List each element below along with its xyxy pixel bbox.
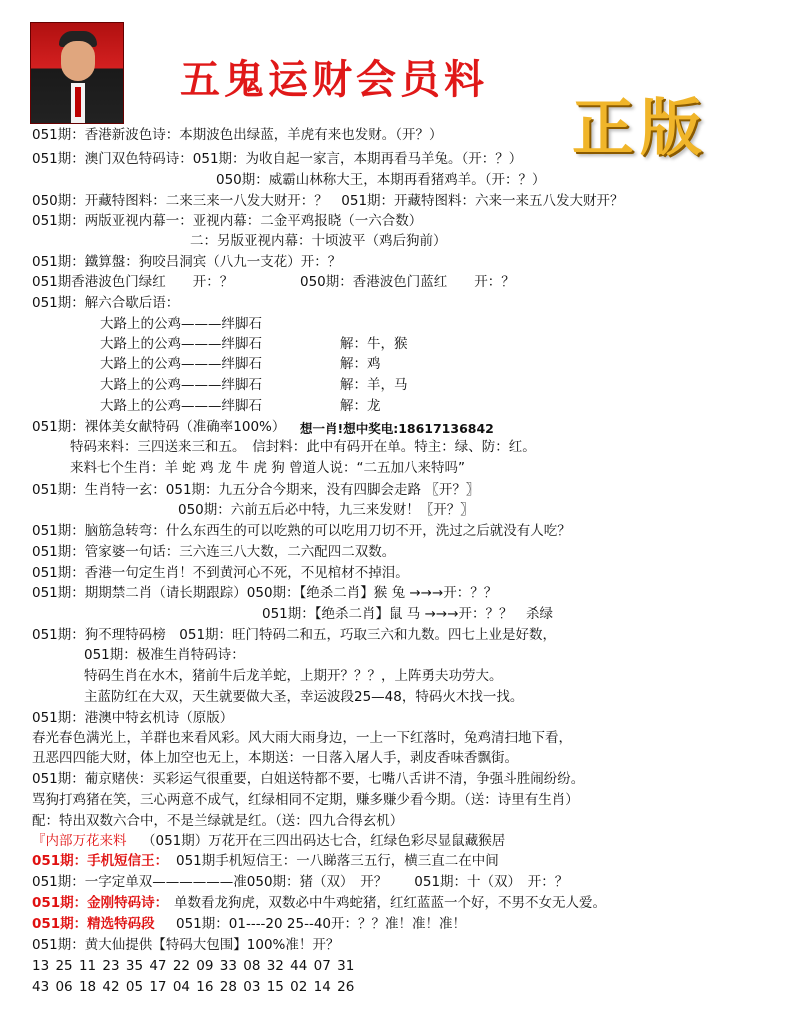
- text-line: 051期：黄大仙提供【特码大包围】100%准！开？: [32, 937, 340, 953]
- text-line: 丑恶四四能大财，体上加空也无上，本期送：一日落入屠人手，剥皮香味香飘街。: [32, 750, 518, 766]
- authentic-badge: 正版: [572, 91, 709, 164]
- text-line: （051期）万花开在三四出码达七合，红绿色彩尽显鼠藏猴居: [142, 833, 506, 849]
- riddle-line: 大路上的公鸡———绊脚石: [100, 336, 262, 352]
- text-line: 051期：香港新波色诗：本期波色出绿蓝，羊虎有来也发财。（开？）: [32, 127, 443, 143]
- riddle-line: 大路上的公鸡———绊脚石: [100, 316, 262, 332]
- text-line: 春光春色满光上，羊群也来看风彩。风大雨大雨身边，一上一下红落时，兔鸡清扫地下看，: [32, 730, 572, 746]
- text-line: 051期：两版亚视内幕一：亚视内幕：二金平鸡报晓（一六合数）: [32, 213, 423, 229]
- text-line: 二：另版亚视内幕：十顷波平（鸡后狗前）: [190, 233, 447, 249]
- text-line: 051期：【绝杀二肖】鼠 马 →→→开：？？ 杀绿: [262, 606, 554, 622]
- riddle-line: 大路上的公鸡———绊脚石: [100, 356, 262, 372]
- text-line-red: 『内部万花来料: [32, 833, 127, 849]
- text-line: 051期：鐵算盤：狗咬吕洞宾（八九一支花）开：？: [32, 254, 342, 270]
- text-line: 主蓝防红在大双，天生就要做大圣，幸运波段25—48，特码火木找一找。: [84, 689, 524, 705]
- riddle-line: 大路上的公鸡———绊脚石: [100, 398, 262, 414]
- text-line: 051期：极准生肖特码诗：: [84, 647, 245, 663]
- text-line: 051期：香港一句定生肖！不到黄河心不死，不见棺材不掉泪。: [32, 565, 409, 581]
- text-line: 051期：生肖特一玄：051期：九五分合今期来，没有四脚会走路 〖开？〗: [32, 482, 480, 498]
- text-line: 050期：六前五后必中特，九三来发财！〖开？〗: [178, 502, 474, 518]
- text-line-red: 051期：金刚特码诗：: [32, 895, 169, 911]
- text-line: 051期：期期禁二肖（请长期跟踪）050期：【绝杀二肖】猴 兔 →→→开：？？: [32, 585, 498, 601]
- text-line: 050期：威霸山林称大王，本期再看猪鸡羊。（开：？）: [216, 172, 546, 188]
- text-line: 051期：01----20 25--40开：？？准！准！准！: [176, 916, 466, 932]
- riddle-answer: 解：龙: [340, 398, 381, 414]
- text-line: 配：特出双数六合中，不是兰绿就是红。（送：四九合得玄机）: [32, 813, 404, 829]
- text-line: 051期香港波色门绿红 开：？: [32, 274, 234, 290]
- text-line: 骂狗打鸡猪在笑，三心两意不成气，红绿相同不定期，赚多赚少看今期。（送：诗里有生肖）: [32, 792, 579, 808]
- text-line: 051期：脑筋急转弯：什么东西生的可以吃熟的可以吃用刀切不开，洗过之后就没有人吃？: [32, 523, 571, 539]
- text-line: 051期手机短信王：一八睇落三五行，横三直二在中间: [176, 853, 499, 869]
- riddle-answer: 解：羊，马: [340, 377, 408, 393]
- text-line: 051期：管家婆一句话：三六连三八大数，二六配四二双数。: [32, 544, 396, 560]
- contact-line: 想一肖!想中奖电:18617136842: [300, 421, 494, 436]
- riddle-answer: 解：鸡: [340, 356, 381, 372]
- number-row: 43 06 18 42 05 17 04 16 28 03 15 02 14 26: [32, 979, 355, 995]
- text-line: 051期：一字定单双——————准050期：猪（双） 开？ 051期：十（双） 开：？: [32, 874, 569, 890]
- text-line: 051期：裸体美女献特码（准确率100%）: [32, 419, 286, 435]
- text-line: 051期：港澳中特玄机诗（原版）: [32, 710, 234, 726]
- text-line: 051期：解六合歇后语：: [32, 295, 180, 311]
- riddle-line: 大路上的公鸡———绊脚石: [100, 377, 262, 393]
- text-line: 051期：狗不理特码榜 051期：旺门特码二和五，巧取三六和九数。四七上业是好数，: [32, 627, 557, 643]
- text-line: 单数看龙狗虎，双数必中牛鸡蛇猪，红红蓝蓝一个好，不男不女无人爱。: [174, 895, 606, 911]
- riddle-answer: 解：牛，猴: [340, 336, 408, 352]
- author-photo: [30, 22, 124, 124]
- text-line: 特码生肖在水木，猪前牛后龙羊蛇，上期开？？？，上阵勇夫功劳大。: [84, 668, 503, 684]
- text-line-red: 051期：手机短信王：: [32, 853, 169, 869]
- text-line: 050期：开藏特图料：二来三来一八发大财开：？ 051期：开藏特图料：六来一来五八发大财开？: [32, 193, 624, 209]
- text-line: 051期：葡京赌侠：买彩运气很重要，白姐送特都不要，七嘴八舌讲不清，争强斗胜闹纷纷。: [32, 771, 585, 787]
- text-line-red: 051期：精选特码段: [32, 916, 155, 932]
- text-line: 050期：香港波色门蓝红 开：？: [300, 274, 515, 290]
- text-line: 051期：澳门双色特码诗：051期：为收自起一家言，本期再看马羊兔。（开：？）: [32, 151, 523, 167]
- number-row: 13 25 11 23 35 47 22 09 33 08 32 44 07 31: [32, 958, 355, 974]
- text-line: 来料七个生肖：羊 蛇 鸡 龙 牛 虎 狗 曾道人说：“二五加八来特吗”: [70, 460, 466, 476]
- page-title: 五鬼运财会员料: [180, 56, 488, 103]
- text-line: 特码来料：三四送来三和五。 信封料：此中有码开在单。特主：绿、防：红。: [70, 439, 536, 455]
